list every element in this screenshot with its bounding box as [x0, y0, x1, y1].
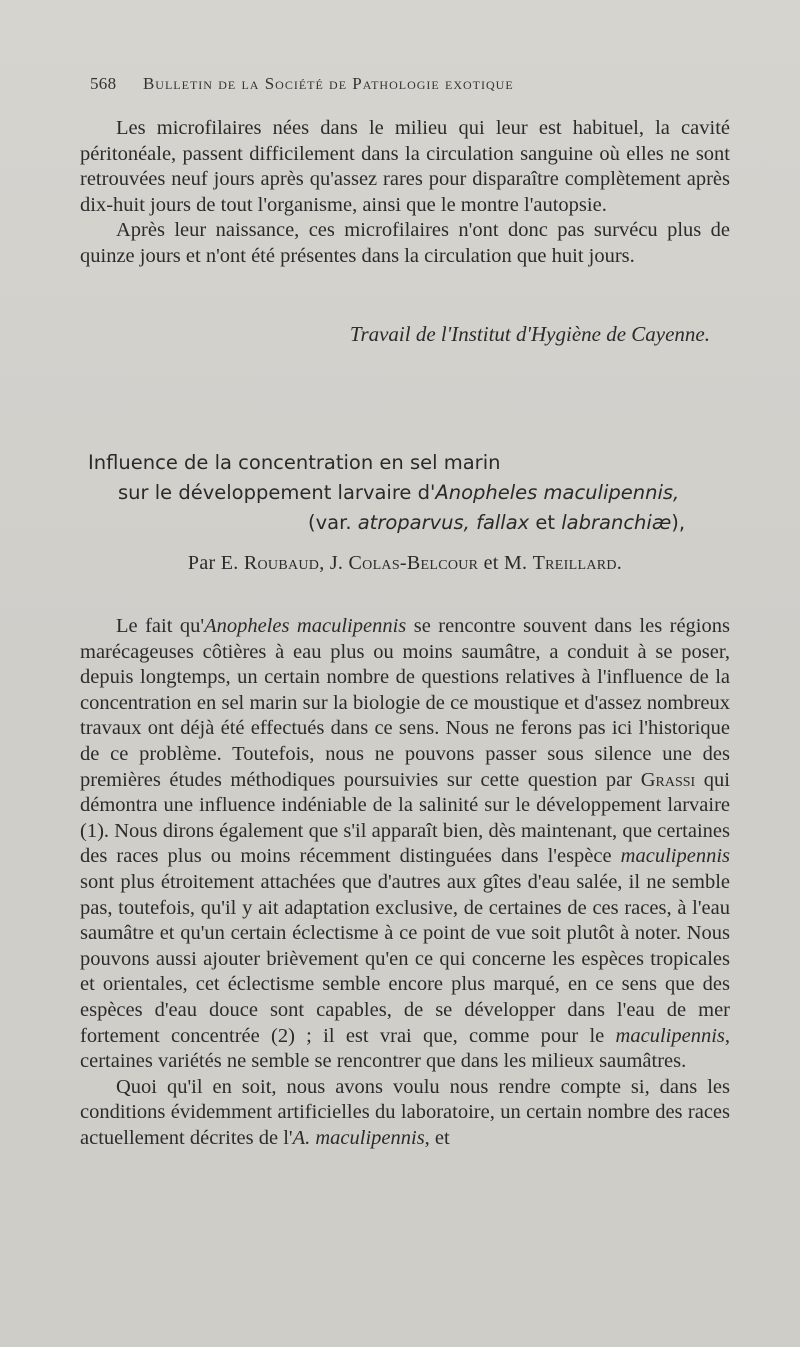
institution-signature: Travail de l'Institut d'Hygiène de Cayenne.: [349, 322, 710, 346]
author-separator: .: [616, 552, 623, 574]
article-title: [88, 448, 738, 538]
article-body: [80, 614, 730, 1151]
author-separator: et M.: [478, 552, 533, 574]
variety-names: atroparvus, fallax: [357, 511, 530, 534]
author-line: [80, 552, 730, 575]
species-name: maculipennis: [620, 845, 730, 868]
cited-author: Grassi: [640, 768, 696, 791]
text-run: Quoi qu'il en soit, nous avons voulu nous rendre compte si, dans les conditions évidemment artificielles du laboratoire, un certain nombre des races actuellement décrites de l': [80, 1075, 730, 1149]
title-text: et: [529, 511, 562, 534]
title-text: ),: [671, 511, 686, 534]
variety-name: labranchiæ: [561, 511, 672, 534]
paragraph: [80, 1075, 730, 1152]
species-name: A. maculipennis: [292, 1126, 425, 1149]
text-run: , et: [424, 1126, 450, 1149]
title-text: sur le développement larvaire d': [118, 481, 436, 504]
page-number: 568: [90, 74, 117, 93]
paragraph: [80, 614, 730, 1075]
species-name: Anopheles maculipennis,: [435, 481, 680, 504]
previous-article-text: [80, 116, 730, 270]
title-text: (var.: [308, 511, 358, 534]
text-run: sont plus étroitement attachées que d'autres aux gîtes d'eau salée, il ne semble pas, toutefois, qu'il y ait adaptation exclusive, de certaines de ces races, à l'eau saumâtre et qu'un certain éclectisme à ce point de vue soit plutôt à noter. Nous pouvons aussi ajouter brièvement qu'en ce qui concerne les espèces tropicales et orientales, cet éclectisme semble encore plus marqué, en ce sens que des espèces d'eau douce sont capables, de se développer dans l'eau de mer fortement concentrée (2) ; il est vrai que, comme pour le: [80, 870, 730, 1047]
author-name: Roubaud: [243, 552, 320, 574]
species-name: Anopheles maculipennis: [204, 615, 407, 637]
author-name: Treillard: [532, 552, 617, 574]
journal-title: Bulletin de la Société de Pathologie exotique: [142, 74, 514, 93]
text-run: , certaines variétés ne semble se rencontrer que dans les milieux saumâtres.: [80, 1024, 730, 1073]
author-prefix: Par E.: [187, 552, 244, 574]
author-name: Colas-Belcour: [348, 552, 479, 574]
title-line: [88, 508, 738, 538]
paragraph: Après leur naissance, ces microfilaires n'ont donc pas survécu plus de quinze jours et n'ont été présentes dans la circulation que huit jours.: [80, 219, 730, 267]
paragraph: Les microfilaires nées dans le milieu qui leur est habituel, la cavité péritonéale, passent difficilement dans la circulation sanguine où elles ne sont retrouvées neuf jours après qu'assez rares pour disparaître complètement après dix-huit jours de tout l'organisme, ainsi que le montre l'autopsie.: [80, 117, 730, 216]
title-line: [88, 478, 738, 508]
author-separator: , J.: [319, 552, 349, 574]
species-name: maculipennis: [615, 1024, 725, 1047]
title-line: Influence de la concentration en sel marin: [88, 451, 501, 474]
text-run: Le fait qu': [116, 615, 205, 637]
text-run: qui démontra une influence indéniable de la salinité sur le développement larvaire (1). Nous dirons également que s'il apparaît bien, dès maintenant, que certaines des races plus ou moins récemment distinguées dans l'espèce: [80, 768, 730, 868]
running-header: [90, 74, 650, 94]
text-run: se rencontre souvent dans les régions marécageuses côtières à eau plus ou moins saumâtre, a conduit à se poser, depuis longtemps, un certain nombre de questions relatives à l'influence de la concentration en sel marin sur la biologie de ce moustique et d'assez nombreux travaux ont déjà été effectués dans ce sens. Nous ne ferons pas ici l'historique de ce problème. Toutefois, nous ne pouvons passer sous silence une des premières études méthodiques poursuivies sur cette question par: [80, 615, 730, 791]
